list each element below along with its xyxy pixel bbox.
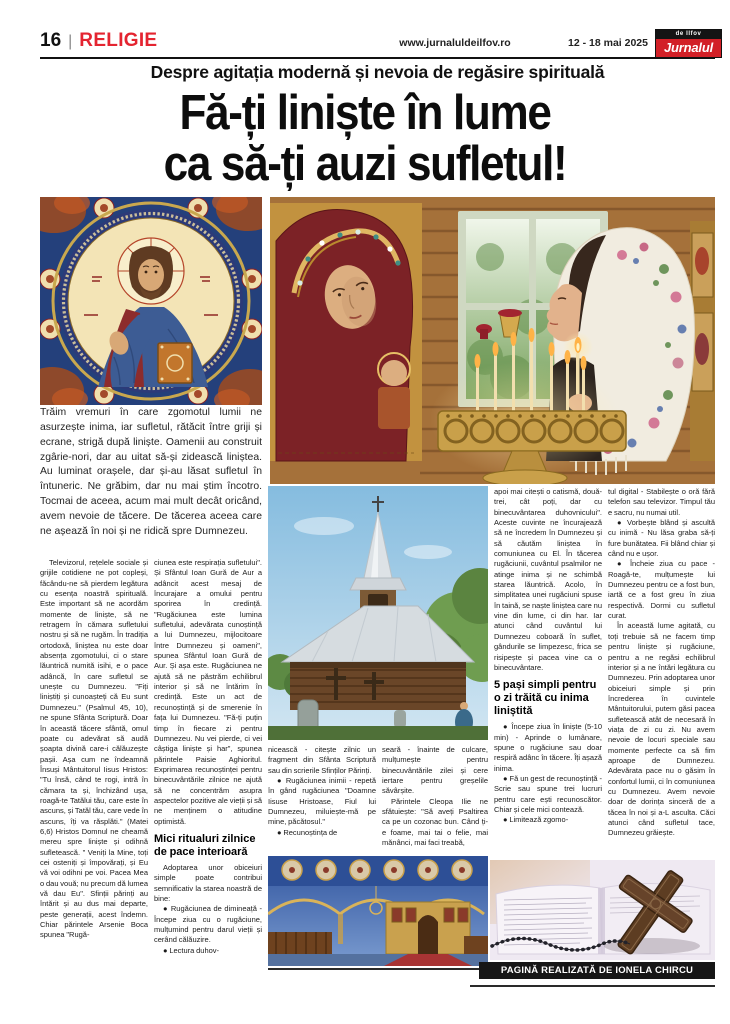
paragraph: În această lume agitată, cu toți trebuie să ne facem timp pentru liniște și rugăciune, pentru a ne regăsi echilibrul interior și a ne întări legătura cu Dumnezeu. Prin adoptarea unor obiceiuri simple și prin încrederea în cuvintele Mântuitorului, putem găsi pacea sufletească atât de necesară în viața de zi cu zi. Nu avem nevoie de locuri speciale sau momente perfecte ca să fim aproape de Dumnezeu. Adevărata pace nu o găsim în confortul lumii, ci în comuniunea cu Dumnezeu. Avem nevoie doar de dorința sinceră de a tăcea în noi și a-L asculta. Căci atunci când sufletul tace, Dumnezeu grăiește.	[608, 621, 715, 838]
paragraph: nicească - citește zilnic un fragment din Sfânta Scriptură sau din scrierile Sfinților Părinți.	[268, 745, 376, 775]
headline-line-2: ca să-ți auzi sufletul!	[163, 137, 567, 191]
bullet-item: ● Vorbește blând și ascultă cu inimă - Nu lăsa graba să-ți fure bunătatea. Fii blând chiar și când nu e ușor.	[608, 518, 715, 559]
bullet-item: ● Rugăciunea de dimineață - Începe ziua cu o rugăciune, mulțumind pentru darul vieții și cerând călăuzire.	[154, 904, 262, 945]
bullet-item: ● Rugăciunea inimii - repetă în gând rugăciunea "Doamne Iisuse Hristoase, Fiul lui Dumnezeu, miluiește-mă pe mine, păcătosul."	[268, 776, 376, 827]
subheading: 5 pași simpli pentru o zi trăită cu inima liniștită	[494, 679, 597, 718]
page-credit-caption: PAGINĂ REALIZATĂ DE IONELA CHIRCU	[479, 962, 715, 979]
paragraph: apoi mai citești o catismă, două-trei, cât poți, dar cu binecuvântarea duhovnicului". Aceste cuvinte ne încurajează să ne încredem în Dumnezeu și să căutăm liniștea în comuniunea cu El. În tăcerea rugăciunii, cuvântul psalmilor ne atinge inima și ne schimbă starea lăuntrică. Acolo, în simplitatea unei rugăciuni spuse în taină, se naște liniștea care nu vine din lume, ci din har. Iar atunci când cuvântul lui Dumnezeu coboară în suflet, gândurile se limpezesc, frica se risipește și pacea vine ca o binecuvântare.	[494, 487, 602, 672]
wooden-church-art	[268, 486, 488, 740]
text-column-2	[154, 558, 262, 1012]
woman-praying-photo	[270, 197, 715, 484]
subheading: Mici ritualuri zilnice de pace interioară	[154, 832, 256, 858]
kicker: Despre agitația modernă și nevoia de regăsire spirituală	[150, 62, 605, 82]
bullet-item: ● Începe ziua în liniște (5-10 min) - Aprinde o lumânare, spune o rugăciune sau doar respiră adânc în tăcere. Îți așază inima.	[494, 722, 602, 773]
bullet-item: ● Limitează zgomo-	[503, 815, 569, 825]
header-separator: |	[68, 33, 73, 50]
website-url: www.jurnaluldeilfov.ro	[399, 37, 511, 49]
headline	[20, 88, 710, 190]
church-interior-photo	[268, 856, 488, 966]
wooden-church-photo	[268, 486, 488, 740]
section-title: RELIGIE	[79, 30, 158, 51]
caption-bottom-rule	[470, 985, 715, 987]
paragraph: ciunea este respirația sufletului". Și Sfântul Ioan Gură de Aur a adâncit acest mesaj de încurajare a omului pentru sporirea în credință. "Rugăciunea este lumina sufletului, adevărata cunoștință a lui Dumnezeu, mijlocitoare între Dumnezeu și oameni", spunea Sfântul Ioan Gură de Aur. Și așa este. Rugăciunea ne ajută să ne păstrăm echilibrul interior și să ne întărim în credință. Este un act de recunoștință și de smerenie în fața lui Dumnezeu. "Fă-ți puțin timp în fiecare zi pentru Dumnezeu. Nu vei pierde, ci vei câștiga liniște și har", spunea părintele Paisie Aghioritul. Exprimarea recunoștinței pentru binecuvântările zilnice ne ajută să ne concentrăm asupra aspectelor pozitive ale vieții și să ne menținem o atitudine optimistă.	[154, 558, 262, 826]
header-rule	[40, 57, 715, 59]
paragraph: seară - înainte de culcare, mulțumește pentru binecuvântările zilei și cere iertare pentru greșelile săvârșite.	[382, 745, 488, 796]
church-interior-art	[268, 856, 488, 966]
woman-praying-art	[270, 197, 715, 484]
intro-paragraph: Trăim vremuri în care zgomotul lumii ne asurzește inima, iar sufletul, rătăcit între griji și ecrane, strigă după liniște. Oamenii au construit zgârie-nori, dar au uitat să-și zidească liniștea. Au luminat orașele, dar și-au lăsat sufletul în întuneric. Ne grăbim, dar nu mai știm încotro. Tocmai de aceea, acum mai mult decât oricând, avem nevoie de tăcere. De tăcerea aceea care ne așează în noi și ne ridică spre Dumnezeu.	[40, 407, 262, 537]
jurnalul-logo	[655, 29, 722, 58]
bullet-item: ● Lectura duhov-	[163, 945, 220, 955]
cross-on-bible-photo	[490, 860, 715, 960]
text-column-4	[382, 745, 488, 861]
text-column-1	[40, 558, 148, 1012]
text-column-5	[494, 487, 602, 857]
paragraph: Părintele Cleopa Ilie ne sfătuiește: "Să aveți Psaltirea ca pe un cozonac bun. Când ți-e foame, mai tai o felie, mai mănânci, mai faci treabă,	[382, 796, 488, 848]
paragraph: Televizorul, rețelele sociale și grijile cotidiene ne pot copleși, făcându-ne să pierdem legătura cu esența noastră spirituală. Este important să ne acordăm momente de liniște, să ne retragem în cămara sufletului nostru și să ne rugăm. În tradiția ortodoxă, liniștea nu este doar absența zgomotului, ci o stare lăuntrică numită isihi, e o pace adâncă, în care sufletul se unește cu Dumnezeu. "Fiți liniștiți și cunoașteți că Eu sunt Dumnezeu." (Psalmul 45, 10), ne spune Sfânta Scriptură. Doar în această tăcere sfântă, omul poate cu adevărat să audă șoapta divină care-i călăuzește pașii. Așa cum ne îndeamnă Însuși Mântuitorul Iisus Hristos: "Tu însă, când te rogi, intră în cămara ta și, închizând ușa, roagă-te Tatălui tău, care este în ascuns, și Tatăl tău, care vede în ascuns, îți va răsplăti." (Matei 6,6) Hristos Domnul ne cheamă mereu spre liniște și odihnă sufletească. " Veniți la Mine, toți cei osteniți și împovărați, și Eu vă voi odihni pe voi. Pacea Mea o dau vouă; nu precum dă lumea vă dau Eu". Sfinții părinți au întărit și au dus mai departe, peste generații, acest îndemn. Chiar părintele Arsenie Boca spunea "Rugă-	[40, 558, 148, 940]
logo-subtitle: de Ilfov	[656, 30, 721, 39]
paragraph: tul digital - Stabilește o oră fără telefon sau televizor. Timpul tău e sacru, nu numai util.	[608, 487, 715, 517]
paragraph: Adoptarea unor obiceiuri simple poate contribui semnificativ la starea noastră de bine:	[154, 862, 262, 903]
photo-bottom-rule	[268, 968, 488, 970]
header-left	[40, 30, 157, 52]
cross-on-bible-art	[490, 860, 715, 960]
christ-icon-art	[40, 197, 262, 405]
bullet-item: ● Recunoștința de	[277, 827, 338, 837]
bullet-item: ● Fă un gest de recunoștință - Scrie sau spune trei lucruri pentru care ești recunoscător. Chiar și cele mici contează.	[494, 773, 602, 814]
logo-title: Jurnalul	[656, 39, 721, 57]
headline-line-1: Fă-ți liniște în lume	[179, 86, 551, 140]
page-number: 16	[40, 30, 62, 51]
text-column-6	[608, 487, 715, 857]
bullet-item: ● Încheie ziua cu pace - Roagă-te, mulțumește lui Dumnezeu pentru ce a fost bun, iartă ce a fost greu în ziua respectivă. Dormi cu sufletul curat.	[608, 559, 715, 621]
issue-date-range: 12 - 18 mai 2025	[568, 37, 648, 49]
christ-pantocrator-icon-photo	[40, 197, 262, 405]
text-column-3	[268, 745, 376, 851]
